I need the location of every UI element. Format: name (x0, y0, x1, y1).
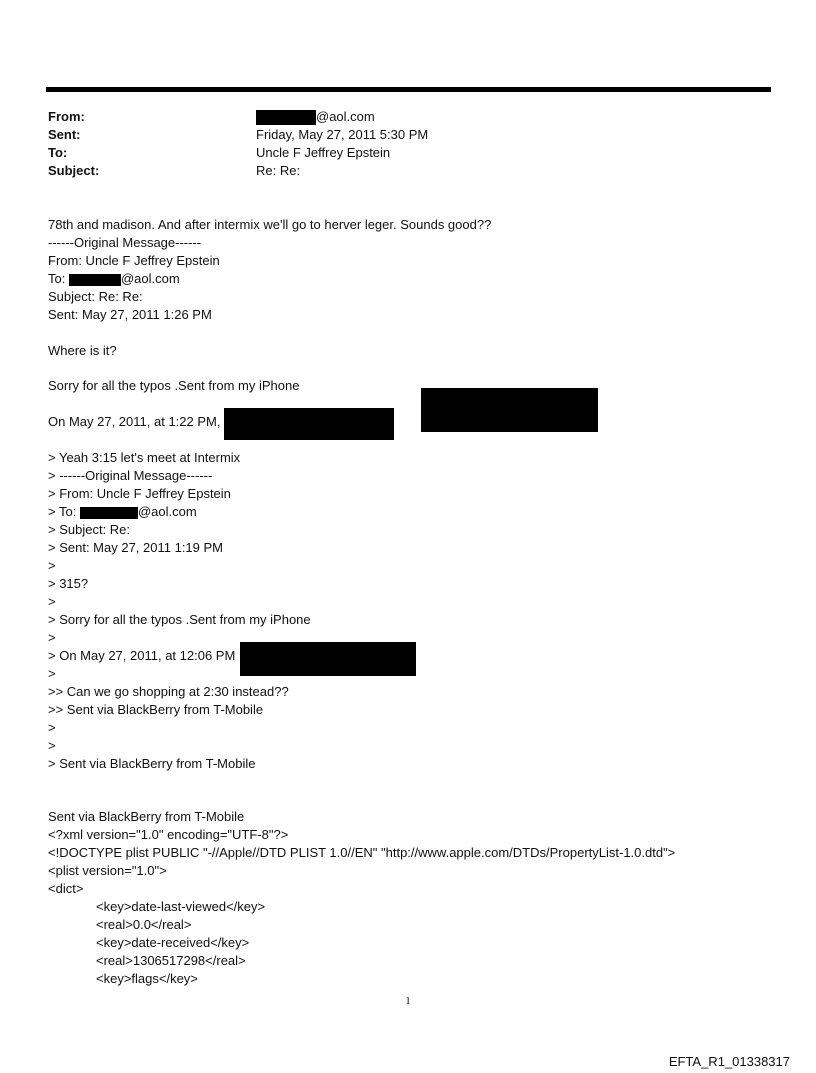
redaction-box (69, 274, 121, 286)
body-line: <key>date-received</key> (96, 935, 250, 950)
to-value: Uncle F Jeffrey Epstein (256, 145, 391, 160)
bates-number: EFTA_R1_01338317 (668, 1054, 790, 1069)
body-line: <?xml version="1.0" encoding="UTF-8"?> (48, 827, 289, 842)
subject-label: Subject: (48, 163, 100, 178)
body-line: > (48, 720, 56, 735)
body-line: > On May 27, 2011, at 12:06 PM (48, 648, 236, 663)
subject-value: Re: Re: (256, 163, 301, 178)
body-line: > From: Uncle F Jeffrey Epstein (48, 486, 231, 501)
body-line: > 315? (48, 576, 89, 591)
from-label: From: (48, 109, 85, 124)
sent-label: Sent: (48, 127, 81, 142)
body-line: > (48, 738, 56, 753)
body-line: > (48, 558, 56, 573)
redaction-box (421, 388, 598, 432)
body-line: > Subject: Re: (48, 522, 131, 537)
body-line: > (48, 666, 56, 681)
body-line-to: > To: @aol.com (48, 504, 197, 519)
sent-value: Friday, May 27, 2011 5:30 PM (256, 127, 429, 142)
body-line: ------Original Message------ (48, 235, 202, 250)
body-line: > Yeah 3:15 let's meet at Intermix (48, 450, 241, 465)
body-line: <key>flags</key> (96, 971, 198, 986)
body-line: <dict> (48, 881, 84, 896)
body-line: > ------Original Message------ (48, 468, 213, 483)
redaction-box (224, 408, 394, 440)
body-line-to: To: @aol.com (48, 271, 180, 286)
body-line: Subject: Re: Re: (48, 289, 143, 304)
body-line: >> Sent via BlackBerry from T-Mobile (48, 702, 264, 717)
body-line: Sent via BlackBerry from T-Mobile (48, 809, 245, 824)
redaction-box (80, 507, 138, 519)
body-line: From: Uncle F Jeffrey Epstein (48, 253, 220, 268)
body-line: 78th and madison. And after intermix we'll go to herver leger. Sounds good?? (48, 217, 492, 232)
body-line: <real>1306517298</real> (96, 953, 246, 968)
header-rule (46, 87, 771, 92)
body-line: <plist version="1.0"> (48, 863, 167, 878)
body-line: Where is it? (48, 343, 117, 358)
page-number: 1 (405, 995, 411, 1007)
redaction-box (256, 110, 316, 125)
body-line: <key>date-last-viewed</key> (96, 899, 266, 914)
body-line: <real>0.0</real> (96, 917, 192, 932)
body-line: > (48, 630, 56, 645)
from-value: @aol.com (256, 108, 375, 126)
body-line: > (48, 594, 56, 609)
body-line: > Sent: May 27, 2011 1:19 PM (48, 540, 224, 555)
to-label: To: (48, 145, 68, 160)
body-line: On May 27, 2011, at 1:22 PM, (48, 414, 221, 429)
body-line: Sent: May 27, 2011 1:26 PM (48, 307, 212, 322)
body-line: Sorry for all the typos .Sent from my iPhone (48, 378, 300, 393)
body-line: >> Can we go shopping at 2:30 instead?? (48, 684, 289, 699)
body-line: <!DOCTYPE plist PUBLIC "-//Apple//DTD PLIST 1.0//EN" "http://www.apple.com/DTDs/PropertyList-1.0.dtd"> (48, 845, 676, 860)
redaction-box (240, 642, 416, 676)
body-line: > Sorry for all the typos .Sent from my iPhone (48, 612, 311, 627)
body-line: > Sent via BlackBerry from T-Mobile (48, 756, 256, 771)
